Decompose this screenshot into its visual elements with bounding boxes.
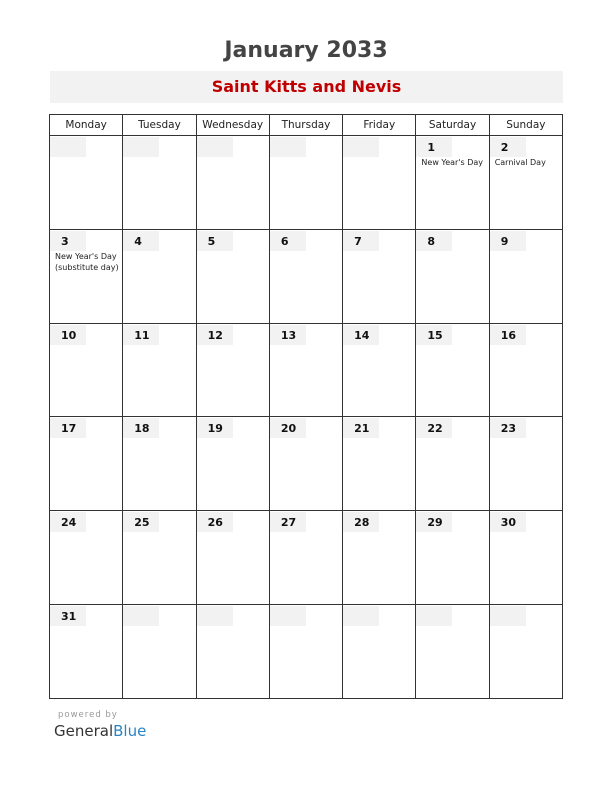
day-number: 9 <box>500 234 509 248</box>
calendar-day-cell <box>343 417 416 511</box>
country-banner <box>50 71 563 103</box>
day-number-box <box>343 512 379 532</box>
calendar-day-cell <box>489 511 562 605</box>
calendar-day-cell <box>343 511 416 605</box>
calendar-day-cell <box>196 136 269 230</box>
day-number: 20 <box>280 422 297 436</box>
calendar-day-cell <box>196 417 269 511</box>
day-number: 24 <box>61 516 77 530</box>
day-number-box <box>343 606 379 626</box>
day-number-box <box>197 512 233 532</box>
day-number-box <box>50 512 86 532</box>
day-number: 14 <box>354 328 370 342</box>
day-number-box <box>270 231 306 251</box>
calendar-week-row <box>50 605 563 699</box>
day-number: 6 <box>280 234 289 248</box>
calendar-body <box>50 136 563 699</box>
calendar-day-cell <box>50 229 123 323</box>
weekday-header: Sunday <box>489 115 562 136</box>
brand-name-general: General <box>54 722 114 740</box>
day-number-box <box>416 606 452 626</box>
day-number: 5 <box>207 234 216 248</box>
day-number-box <box>270 325 306 345</box>
day-number: 15 <box>427 328 443 342</box>
day-number-box <box>416 325 452 345</box>
day-number: 13 <box>280 328 297 342</box>
day-number-box <box>270 418 306 438</box>
calendar-day-cell <box>343 229 416 323</box>
calendar-day-cell <box>269 605 342 699</box>
calendar-day-cell <box>416 511 489 605</box>
calendar-day-cell <box>123 511 196 605</box>
calendar-day-cell <box>269 417 342 511</box>
calendar-day-cell <box>123 323 196 417</box>
calendar-day-cell <box>489 323 562 417</box>
holiday-label: Carnival Day <box>494 158 546 167</box>
day-number-box <box>197 606 233 626</box>
day-number: 3 <box>61 234 69 248</box>
calendar-day-cell <box>343 136 416 230</box>
day-number-box <box>270 606 306 626</box>
calendar-day-cell <box>489 605 562 699</box>
page-title: January 2033 <box>224 38 388 63</box>
day-number-box <box>270 137 306 157</box>
country-name: Saint Kitts and Nevis <box>211 77 402 96</box>
day-number-box <box>490 606 526 626</box>
calendar-grid <box>49 114 563 699</box>
calendar-day-cell <box>343 323 416 417</box>
day-number-box <box>50 231 86 251</box>
calendar-week-row <box>50 323 563 417</box>
calendar-day-cell <box>196 605 269 699</box>
day-number-box <box>123 325 159 345</box>
day-number: 22 <box>427 422 443 436</box>
day-number-box <box>50 325 86 345</box>
calendar-day-cell <box>416 417 489 511</box>
day-number: 7 <box>354 234 362 248</box>
day-number: 2 <box>500 141 509 154</box>
powered-by-label: powered by <box>58 710 118 720</box>
day-number-box <box>343 418 379 438</box>
brand-name-blue: Blue <box>113 722 147 740</box>
calendar-day-cell <box>196 511 269 605</box>
weekday-header: Friday <box>343 115 416 136</box>
calendar-day-cell <box>489 229 562 323</box>
day-number: 30 <box>500 516 516 530</box>
calendar-week-row <box>50 229 563 323</box>
day-number-box <box>270 512 306 532</box>
weekday-header-row <box>50 115 563 136</box>
holiday-label: New Year's Day (substitute day) <box>55 251 119 273</box>
calendar-day-cell <box>196 229 269 323</box>
day-number-box <box>123 418 159 438</box>
weekday-header: Tuesday <box>123 115 196 136</box>
day-number-box <box>490 512 526 532</box>
day-number: 23 <box>500 422 516 436</box>
calendar-day-cell <box>416 605 489 699</box>
calendar-day-cell <box>196 323 269 417</box>
day-number-box <box>123 231 159 251</box>
day-number: 4 <box>134 234 142 248</box>
day-number-box <box>123 606 159 626</box>
calendar-day-cell <box>123 417 196 511</box>
day-number: 1 <box>427 141 436 154</box>
day-number-box <box>343 231 379 251</box>
day-number: 29 <box>427 516 443 530</box>
day-number-box <box>50 606 86 626</box>
calendar-day-cell <box>50 511 123 605</box>
day-number-box <box>416 231 452 251</box>
calendar-day-cell <box>416 136 489 230</box>
calendar-day-cell <box>269 511 342 605</box>
day-number: 12 <box>207 328 223 342</box>
calendar-day-cell <box>50 417 123 511</box>
day-number: 27 <box>280 516 297 530</box>
day-number-box <box>490 231 526 251</box>
day-number-box <box>490 325 526 345</box>
day-number-box <box>197 231 233 251</box>
calendar-day-cell <box>269 323 342 417</box>
day-number: 26 <box>207 516 223 530</box>
day-number-box <box>343 137 379 157</box>
weekday-header: Wednesday <box>196 115 269 136</box>
weekday-header: Saturday <box>416 115 489 136</box>
calendar-week-row <box>50 136 563 230</box>
day-number-box <box>123 137 159 157</box>
day-number-box <box>416 418 452 438</box>
calendar-day-cell <box>123 136 196 230</box>
calendar-day-cell <box>489 136 562 230</box>
calendar-day-cell <box>123 229 196 323</box>
calendar-day-cell <box>50 136 123 230</box>
calendar-day-cell <box>269 229 342 323</box>
day-number: 18 <box>134 422 150 436</box>
day-number-box <box>490 137 526 157</box>
calendar-day-cell <box>50 605 123 699</box>
day-number: 11 <box>134 328 150 342</box>
day-number: 16 <box>500 328 516 342</box>
day-number: 19 <box>207 422 223 436</box>
day-number-box <box>197 418 233 438</box>
day-number: 8 <box>427 234 436 248</box>
calendar-day-cell <box>416 229 489 323</box>
day-number: 17 <box>61 422 77 436</box>
weekday-header: Thursday <box>269 115 342 136</box>
day-number: 10 <box>61 328 77 342</box>
calendar-day-cell <box>123 605 196 699</box>
day-number-box <box>50 418 86 438</box>
day-number: 31 <box>61 610 77 624</box>
calendar-day-cell <box>343 605 416 699</box>
calendar-day-cell <box>416 323 489 417</box>
day-number-box <box>490 418 526 438</box>
day-number: 25 <box>134 516 150 530</box>
calendar-week-row <box>50 417 563 511</box>
day-number-box <box>416 137 452 157</box>
day-number-box <box>343 325 379 345</box>
holiday-label: New Year's Day <box>421 158 484 167</box>
brand-logo[interactable] <box>54 722 146 740</box>
day-number: 21 <box>354 422 370 436</box>
calendar-day-cell <box>50 323 123 417</box>
day-number-box <box>50 137 86 157</box>
day-number-box <box>197 325 233 345</box>
calendar-week-row <box>50 511 563 605</box>
day-number: 28 <box>354 516 370 530</box>
calendar-day-cell <box>269 136 342 230</box>
day-number-box <box>416 512 452 532</box>
day-number-box <box>123 512 159 532</box>
calendar-day-cell <box>489 417 562 511</box>
day-number-box <box>197 137 233 157</box>
weekday-header: Monday <box>50 115 123 136</box>
